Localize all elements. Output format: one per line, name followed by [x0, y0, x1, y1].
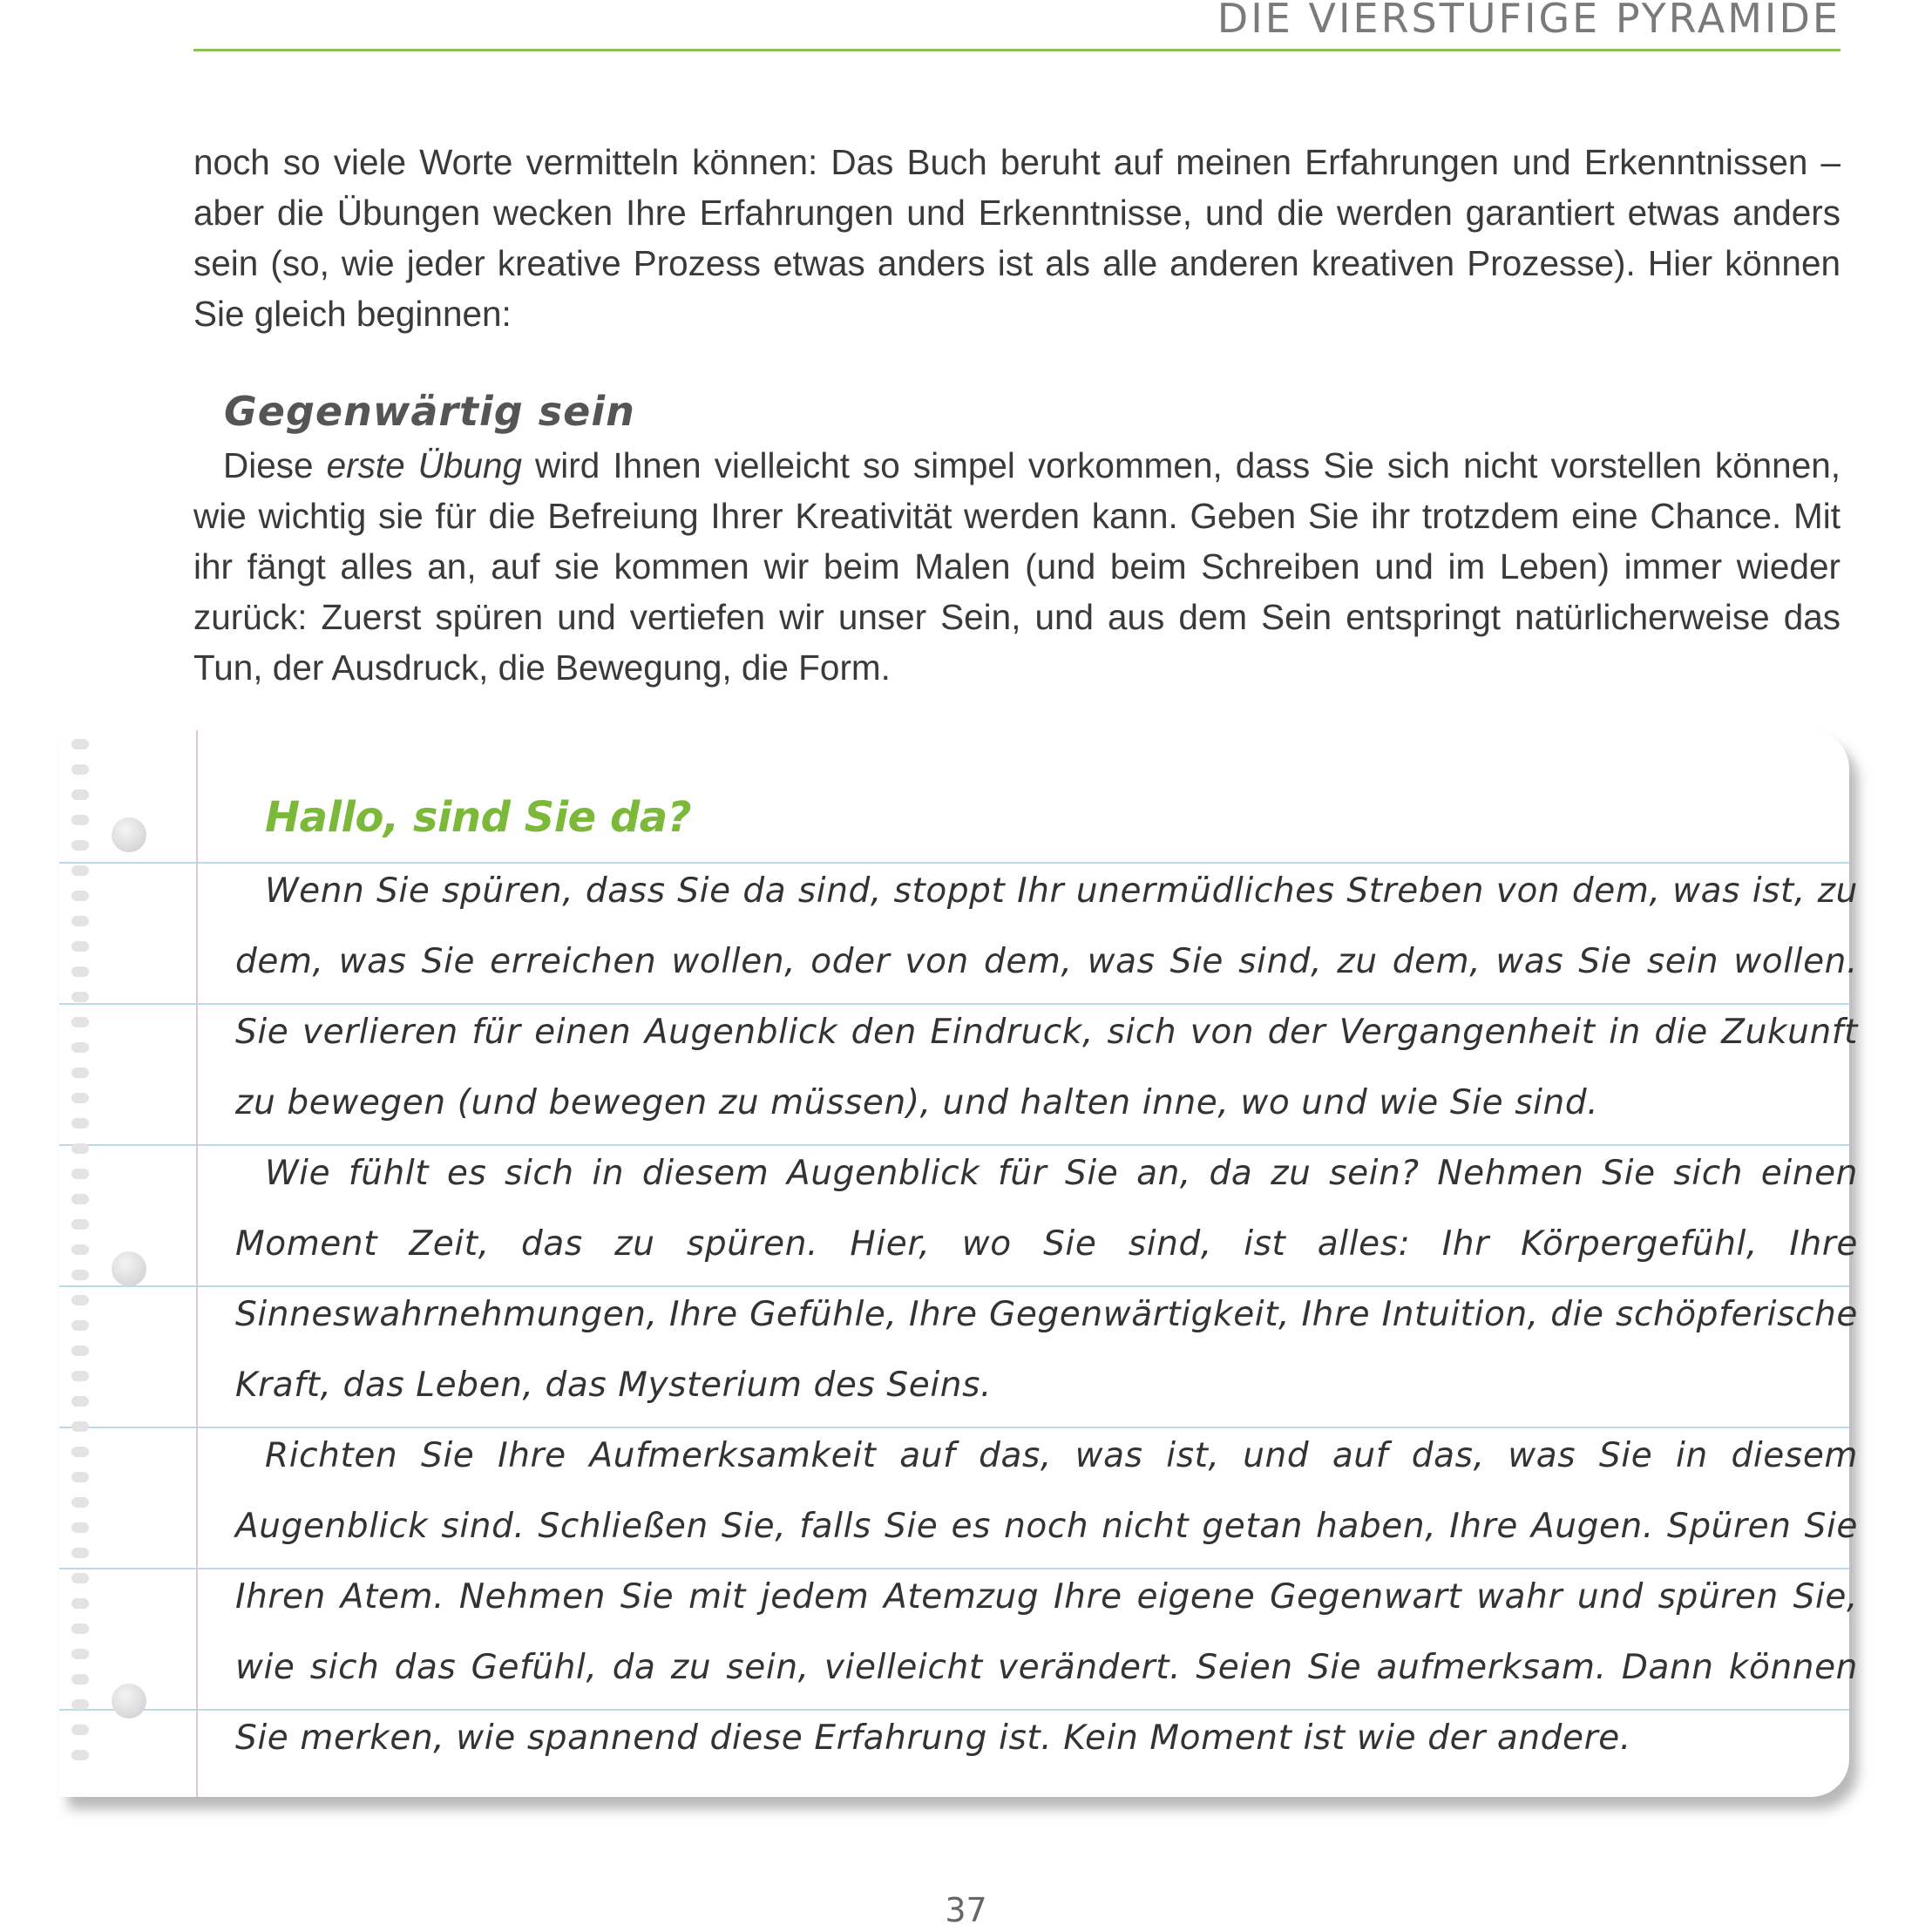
perforation-mark [71, 790, 89, 800]
perforation-mark [71, 1068, 89, 1078]
perforation-mark [71, 865, 89, 876]
perforation-mark [71, 1093, 89, 1103]
perforation-mark [71, 1143, 89, 1154]
perforation-mark [71, 1042, 89, 1053]
perforation-mark [71, 1421, 89, 1432]
perforation-mark [71, 891, 89, 901]
perforation-mark [71, 1497, 89, 1508]
perforation-mark [71, 966, 89, 977]
perforation-mark [71, 764, 89, 775]
perforation-mark [71, 1270, 89, 1280]
notebook-paragraph: Richten Sie Ihre Aufmerksamkeit auf das, was ist, und auf das, was Sie in diesem Augenblick sind. Schließen Sie, falls Sie es noch nicht getan haben, Ihre Augen. Spüren Sie Ihren Atem. Nehmen Sie mit jedem Atemzug Ihre eigene Gegenwart wahr und spüren Sie, wie sich das Gefühl, da zu sein, vielleicht verändert. Seien Sie aufmerksam. Dann können Sie merken, wie spannend diese Erfahrung ist. Kein Moment ist wie der andere. [235, 1436, 1858, 1758]
intro-paragraph: noch so viele Worte vermitteln können: Das Buch beruht auf meinen Erfahrungen und Erkenntnissen – aber die Übungen wecken Ihre Erfahrungen und Erkenntnisse, und die werden garantiert etwas anders sein (so, wie jeder kreative Prozess etwas anders ist als alle anderen kreativen Prozesse). Hier können Sie gleich beginnen: [193, 142, 1840, 334]
perforation-mark [71, 1674, 89, 1685]
binder-hole-top [112, 817, 146, 852]
perforation-mark [71, 1396, 89, 1407]
perforation-mark [71, 1017, 89, 1027]
perforation-mark [71, 1371, 89, 1381]
notebook-title: Hallo, sind Sie da? [265, 793, 692, 842]
notebook-margin-line [196, 730, 198, 1797]
perforation-mark [71, 1244, 89, 1255]
perforation-mark [71, 1295, 89, 1305]
binder-hole-bottom [112, 1684, 146, 1718]
perforation-mark [71, 1522, 89, 1533]
perforation-mark [71, 1194, 89, 1204]
perforation-mark [71, 1169, 89, 1179]
section-paragraph-emphasis: erste Übung [326, 445, 522, 485]
section-paragraph [193, 440, 1840, 693]
perforation-mark [71, 1346, 89, 1356]
perforation-mark [71, 992, 89, 1002]
perforation-mark [71, 1472, 89, 1482]
perforation-mark [71, 1624, 89, 1634]
binder-hole-middle [112, 1251, 146, 1286]
notebook-perforation [71, 739, 91, 1775]
perforation-mark [71, 815, 89, 825]
notebook-paragraph: Wie fühlt es sich in diesem Augenblick für Sie an, da zu sein? Nehmen Sie sich einen Moment Zeit, das zu spüren. Hier, wo Sie sind, ist alles: Ihr Körpergefühl, Ihre Sinneswahrnehmungen, Ihre Gefühle, Ihre Gegenwärtigkeit, Ihre Intuition, die schöpferische Kraft, das Leben, das Mysterium des Seins. [235, 1154, 1858, 1405]
header-rule [193, 49, 1840, 51]
perforation-mark [71, 1649, 89, 1659]
perforation-mark [71, 1447, 89, 1457]
page-number: 37 [945, 1891, 987, 1929]
section-paragraph-start: Diese [223, 445, 327, 485]
section-paragraph-rest: wird Ihnen vielleicht so simpel vorkommen, dass Sie sich nicht vorstellen können, wie wichtig sie für die Befreiung Ihrer Kreativität werden kann. Geben Sie ihr trotzdem eine Chance. Mit ihr fängt alles an, auf sie kommen wir beim Malen (und beim Schreiben und im Leben) immer wieder zurück: Zuerst spüren und vertiefen wir unser Sein, und aus dem Sein entspringt natürlicherweise das Tun, der Ausdruck, die Bewegung, die Form. [193, 445, 1841, 688]
perforation-mark [71, 1219, 89, 1230]
perforation-mark [71, 739, 89, 749]
notebook-card [59, 730, 1858, 1797]
perforation-mark [71, 1118, 89, 1129]
perforation-mark [71, 941, 89, 952]
section-heading: Gegenwärtig sein [224, 388, 635, 435]
perforation-mark [71, 1320, 89, 1331]
perforation-mark [71, 1699, 89, 1710]
perforation-mark [71, 1573, 89, 1583]
notebook-paragraph: Wenn Sie spüren, dass Sie da sind, stoppt Ihr unermüdliches Streben von dem, was ist, zu dem, was Sie erreichen wollen, oder von dem, was Sie sind, zu dem, was Sie sein wollen. Sie verlieren für einen Augenblick den Eindruck, sich von der Vergangenheit in die Zukunft zu bewegen (und bewegen zu müssen), und halten inne, wo und wie Sie sind. [235, 871, 1858, 1122]
perforation-mark [71, 1750, 89, 1760]
perforation-mark [71, 840, 89, 851]
perforation-mark [71, 916, 89, 926]
perforation-mark [71, 1548, 89, 1558]
perforation-mark [71, 1598, 89, 1609]
running-head: DIE VIERSTUFIGE PYRAMIDE [1217, 0, 1840, 42]
perforation-mark [71, 1725, 89, 1735]
